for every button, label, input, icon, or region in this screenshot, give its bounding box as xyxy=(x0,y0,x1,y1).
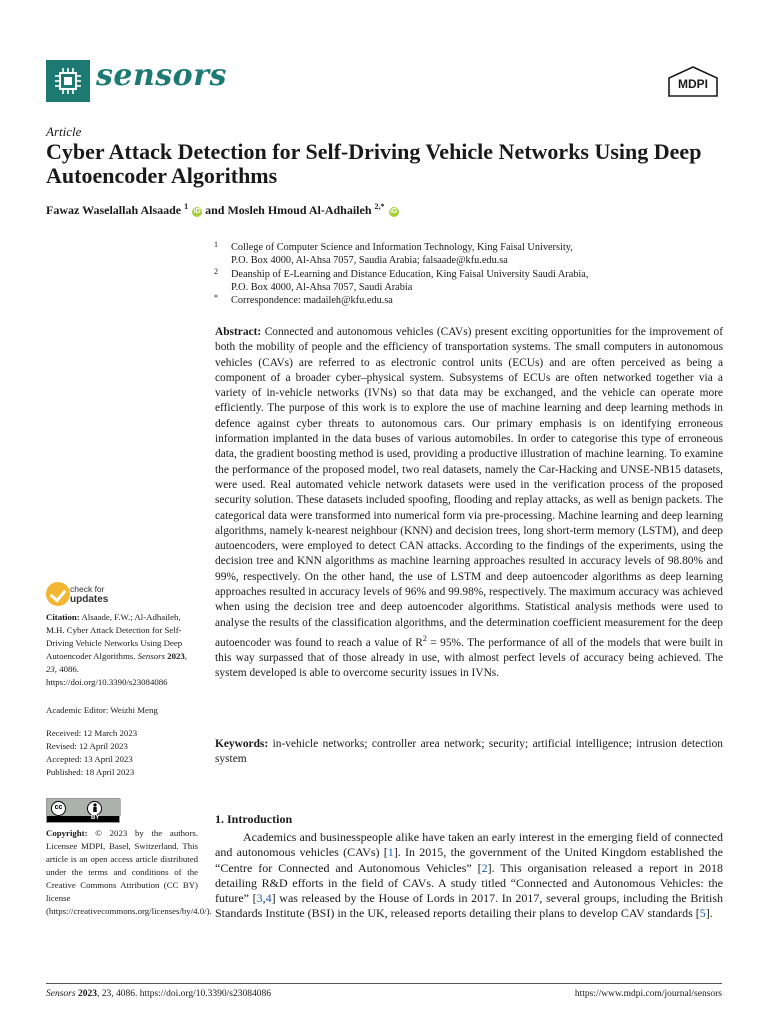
affiliation-line: P.O. Box 4000, Al-Ahsa 7057, Saudia Arabia; falsaade@kfu.edu.sa xyxy=(231,255,508,267)
date-accepted: Accepted: 13 April 2023 xyxy=(46,754,133,764)
intro-text: ] was released by the House of Lords in 2017. In 2017, several groups, including the British Standards Institute (BSI) in the UK, released reports detailing their plans to develop CAV standards [ xyxy=(215,891,723,921)
cc-icon: cc xyxy=(51,801,66,816)
footer-citation xyxy=(46,989,271,999)
intro-text: ]. In 2015, the government of the United Kingdom established the “Centre for Connected and Autonomous Vehicles” [ xyxy=(215,845,723,875)
author-connector: and xyxy=(205,203,225,217)
journal-name: sensors xyxy=(96,58,227,93)
affiliation-line: College of Computer Science and Information Technology, King Faisal University, xyxy=(231,242,573,253)
copyright-text: © 2023 by the authors. Licensee MDPI, Basel, Switzerland. This article is an open access article distributed under the terms and conditions of the Creative Commons Attribution (CC BY) license (https://creativecommons.org/licenses/by/4.0/). xyxy=(46,828,212,916)
orcid-icon[interactable]: iD xyxy=(390,208,398,215)
reference-separator: , xyxy=(262,891,266,906)
author-affiliation-mark: 1 xyxy=(184,202,189,211)
intro-text: ]. This organisation released a report in 2018 detailing R&D efforts in the field of CAVs. A study titled “Connected and Autonomous Vehicles: the future” [ xyxy=(215,860,723,906)
author-name[interactable]: Fawaz Waselallah Alsaade xyxy=(46,203,182,217)
abstract-text-end: = 95%. The performance of all of the models that were built in this way surpassed that of those already in use, with almost perfect levels of accuracy being achieved. The system developed is able to overcome security issues in IVNs. xyxy=(215,636,723,680)
footer-divider xyxy=(46,983,722,984)
academic-editor: Academic Editor: Weizhi Meng xyxy=(46,705,158,715)
citation-block: Citation: Alsaade, F.W.; Al-Adhaileh, M.H. Cyber Attack Detection for Self-Driving Vehicle Networks Using Deep Autoencoder Algorithms. Sensors 2023, 23, 4086. https://doi.org/10.3390/s23084086 xyxy=(46,612,187,687)
affiliation-item xyxy=(214,241,724,268)
affiliation-item xyxy=(214,268,724,295)
cc-by-label: BY xyxy=(91,815,100,821)
reference-link[interactable]: 3 xyxy=(256,891,263,906)
affiliation-mark: 2 xyxy=(214,266,218,276)
correspondence-item xyxy=(214,294,724,307)
reference-link[interactable]: 1 xyxy=(387,845,394,860)
footer-year: 2023 xyxy=(77,989,97,999)
keywords xyxy=(215,737,723,767)
orcid-icon[interactable]: iD xyxy=(193,208,201,215)
copyright-label: Copyright: xyxy=(46,828,88,838)
citation-doi[interactable]: , 4086. https://doi.org/10.3390/s23084086 xyxy=(46,664,168,687)
citation-year: 2023 xyxy=(167,651,185,661)
date-received: Received: 12 March 2023 xyxy=(46,728,138,738)
date-published: Published: 18 April 2023 xyxy=(46,767,135,777)
citation-text: Alsaade, F.W.; Al-Adhaileh, M.H. Cyber Attack Detection for Self-Driving Vehicle Networks Using Deep Autoencoder Algorithms. xyxy=(46,612,183,661)
date-revised: Revised: 12 April 2023 xyxy=(46,741,128,751)
dates-block xyxy=(46,727,198,779)
author-affiliation-mark: 2,* xyxy=(374,202,385,211)
article-type: Article xyxy=(46,124,82,139)
check-for-updates-button[interactable] xyxy=(46,582,166,608)
intro-text: Academics and businesspeople alike have taken an early interest in the emerging field of connected and autonomous vehicles (CAVs) [ xyxy=(215,830,723,860)
reference-link[interactable]: 4 xyxy=(265,891,272,906)
footer-doi[interactable]: , 23, 4086. https://doi.org/10.3390/s23084086 xyxy=(96,989,271,999)
abstract-superscript: 2 xyxy=(422,633,427,643)
publisher-name: MDPI xyxy=(678,77,708,91)
affiliation-mark: * xyxy=(214,293,218,303)
footer-journal: Sensors xyxy=(46,989,76,999)
check-updates-line: updates xyxy=(70,593,109,605)
author-list xyxy=(46,202,726,218)
check-updates-line: check for xyxy=(70,584,105,594)
affiliation-line: Deanship of E-Learning and Distance Education, King Faisal University Saudi Arabia, xyxy=(231,268,589,280)
intro-text: ]. xyxy=(705,906,713,921)
checkmark-icon xyxy=(46,582,70,606)
keywords-label: Keywords: xyxy=(215,738,269,750)
paper-title: Cyber Attack Detection for Self-Driving Vehicle Networks Using Deep Autoencoder Algorithms xyxy=(46,139,702,188)
reference-link[interactable]: 5 xyxy=(699,906,706,921)
intro-paragraph xyxy=(215,830,723,922)
cc-license-badge[interactable] xyxy=(46,798,120,823)
correspondence-line: Correspondence: madaileh@kfu.edu.sa xyxy=(231,295,393,307)
abstract-label: Abstract: xyxy=(215,326,262,338)
affiliations xyxy=(214,241,724,307)
reference-link[interactable]: 2 xyxy=(481,860,488,875)
journal-logo-icon xyxy=(46,60,90,102)
check-updates-label xyxy=(70,585,108,604)
person-icon xyxy=(87,801,102,816)
section-heading: 1. Introduction xyxy=(215,812,293,826)
keywords-text: in-vehicle networks; controller area network; security; artificial intelligence; intrusion detection system xyxy=(215,738,723,765)
citation-volume: 23 xyxy=(46,664,55,674)
citation-label: Citation: xyxy=(46,612,80,622)
author-name[interactable]: Mosleh Hmoud Al-Adhaileh xyxy=(227,203,372,217)
affiliation-mark: 1 xyxy=(214,240,218,249)
footer-journal-url[interactable]: https://www.mdpi.com/journal/sensors xyxy=(574,989,722,999)
copyright-block xyxy=(46,827,212,918)
abstract xyxy=(215,325,723,682)
affiliation-line: P.O. Box 4000, Al-Ahsa 7057, Saudi Arabia xyxy=(231,281,413,293)
abstract-text: Connected and autonomous vehicles (CAVs) present exciting opportunities for the improvement of both the mobility of people and the efficiency of transportation systems. The small computers in autonomous vehicles (CAVs) are referred to as electronic control units (ECUs) and are often perceived as being a component of a broader cyber–physical system. Subsystems of ECUs are often networked together via a variety of in-vehicle networks (IVNs) so that data may be exchanged, and the vehicle can operate more efficiently. The purpose of this work is to explore the use of machine learning and deep learning methods in defence against cyber threats to autonomous cars. Our primary emphasis is on identifying erroneous information implanted in the data buses of various automobiles. In order to categorise this type of erroneous data, the gradient boosting method is used, providing a productive illustration of machine learning. To examine the performance of the proposed model, two real datasets, namely the Car-Hacking and UNSE-NB15 datasets, were used. Real automated vehicle network datasets were used in the verification process of the proposed security solution. These datasets included spoofing, flooding and replay attacks, as well as benign packets. The categorical data were transformed into numerical form via pre-processing. Machine learning and deep learning algorithms, namely k-nearest neighbour (KNN) and decision trees, long short-term memory (LSTM), and deep autoencoders, were employed to detect CAN attacks. According to the findings of the experiments, using the decision tree and KNN algorithms as machine learning approaches resulted in accuracy levels of 98.80% and 99%, respectively. On the other hand, the use of LSTM and deep autoencoder algorithms as deep learning approaches resulted in accuracy levels of 96% and 99.98%, respectively. The maximum accuracy was achieved when using the decision tree and deep autoencoder algorithms. Statistical analysis methods were used to analyse the results of the classification algorithms, and the determination coefficient measurement for the deep autoencoder was found to reach a value of R xyxy=(215,326,723,649)
citation-journal: Sensors xyxy=(137,651,165,661)
